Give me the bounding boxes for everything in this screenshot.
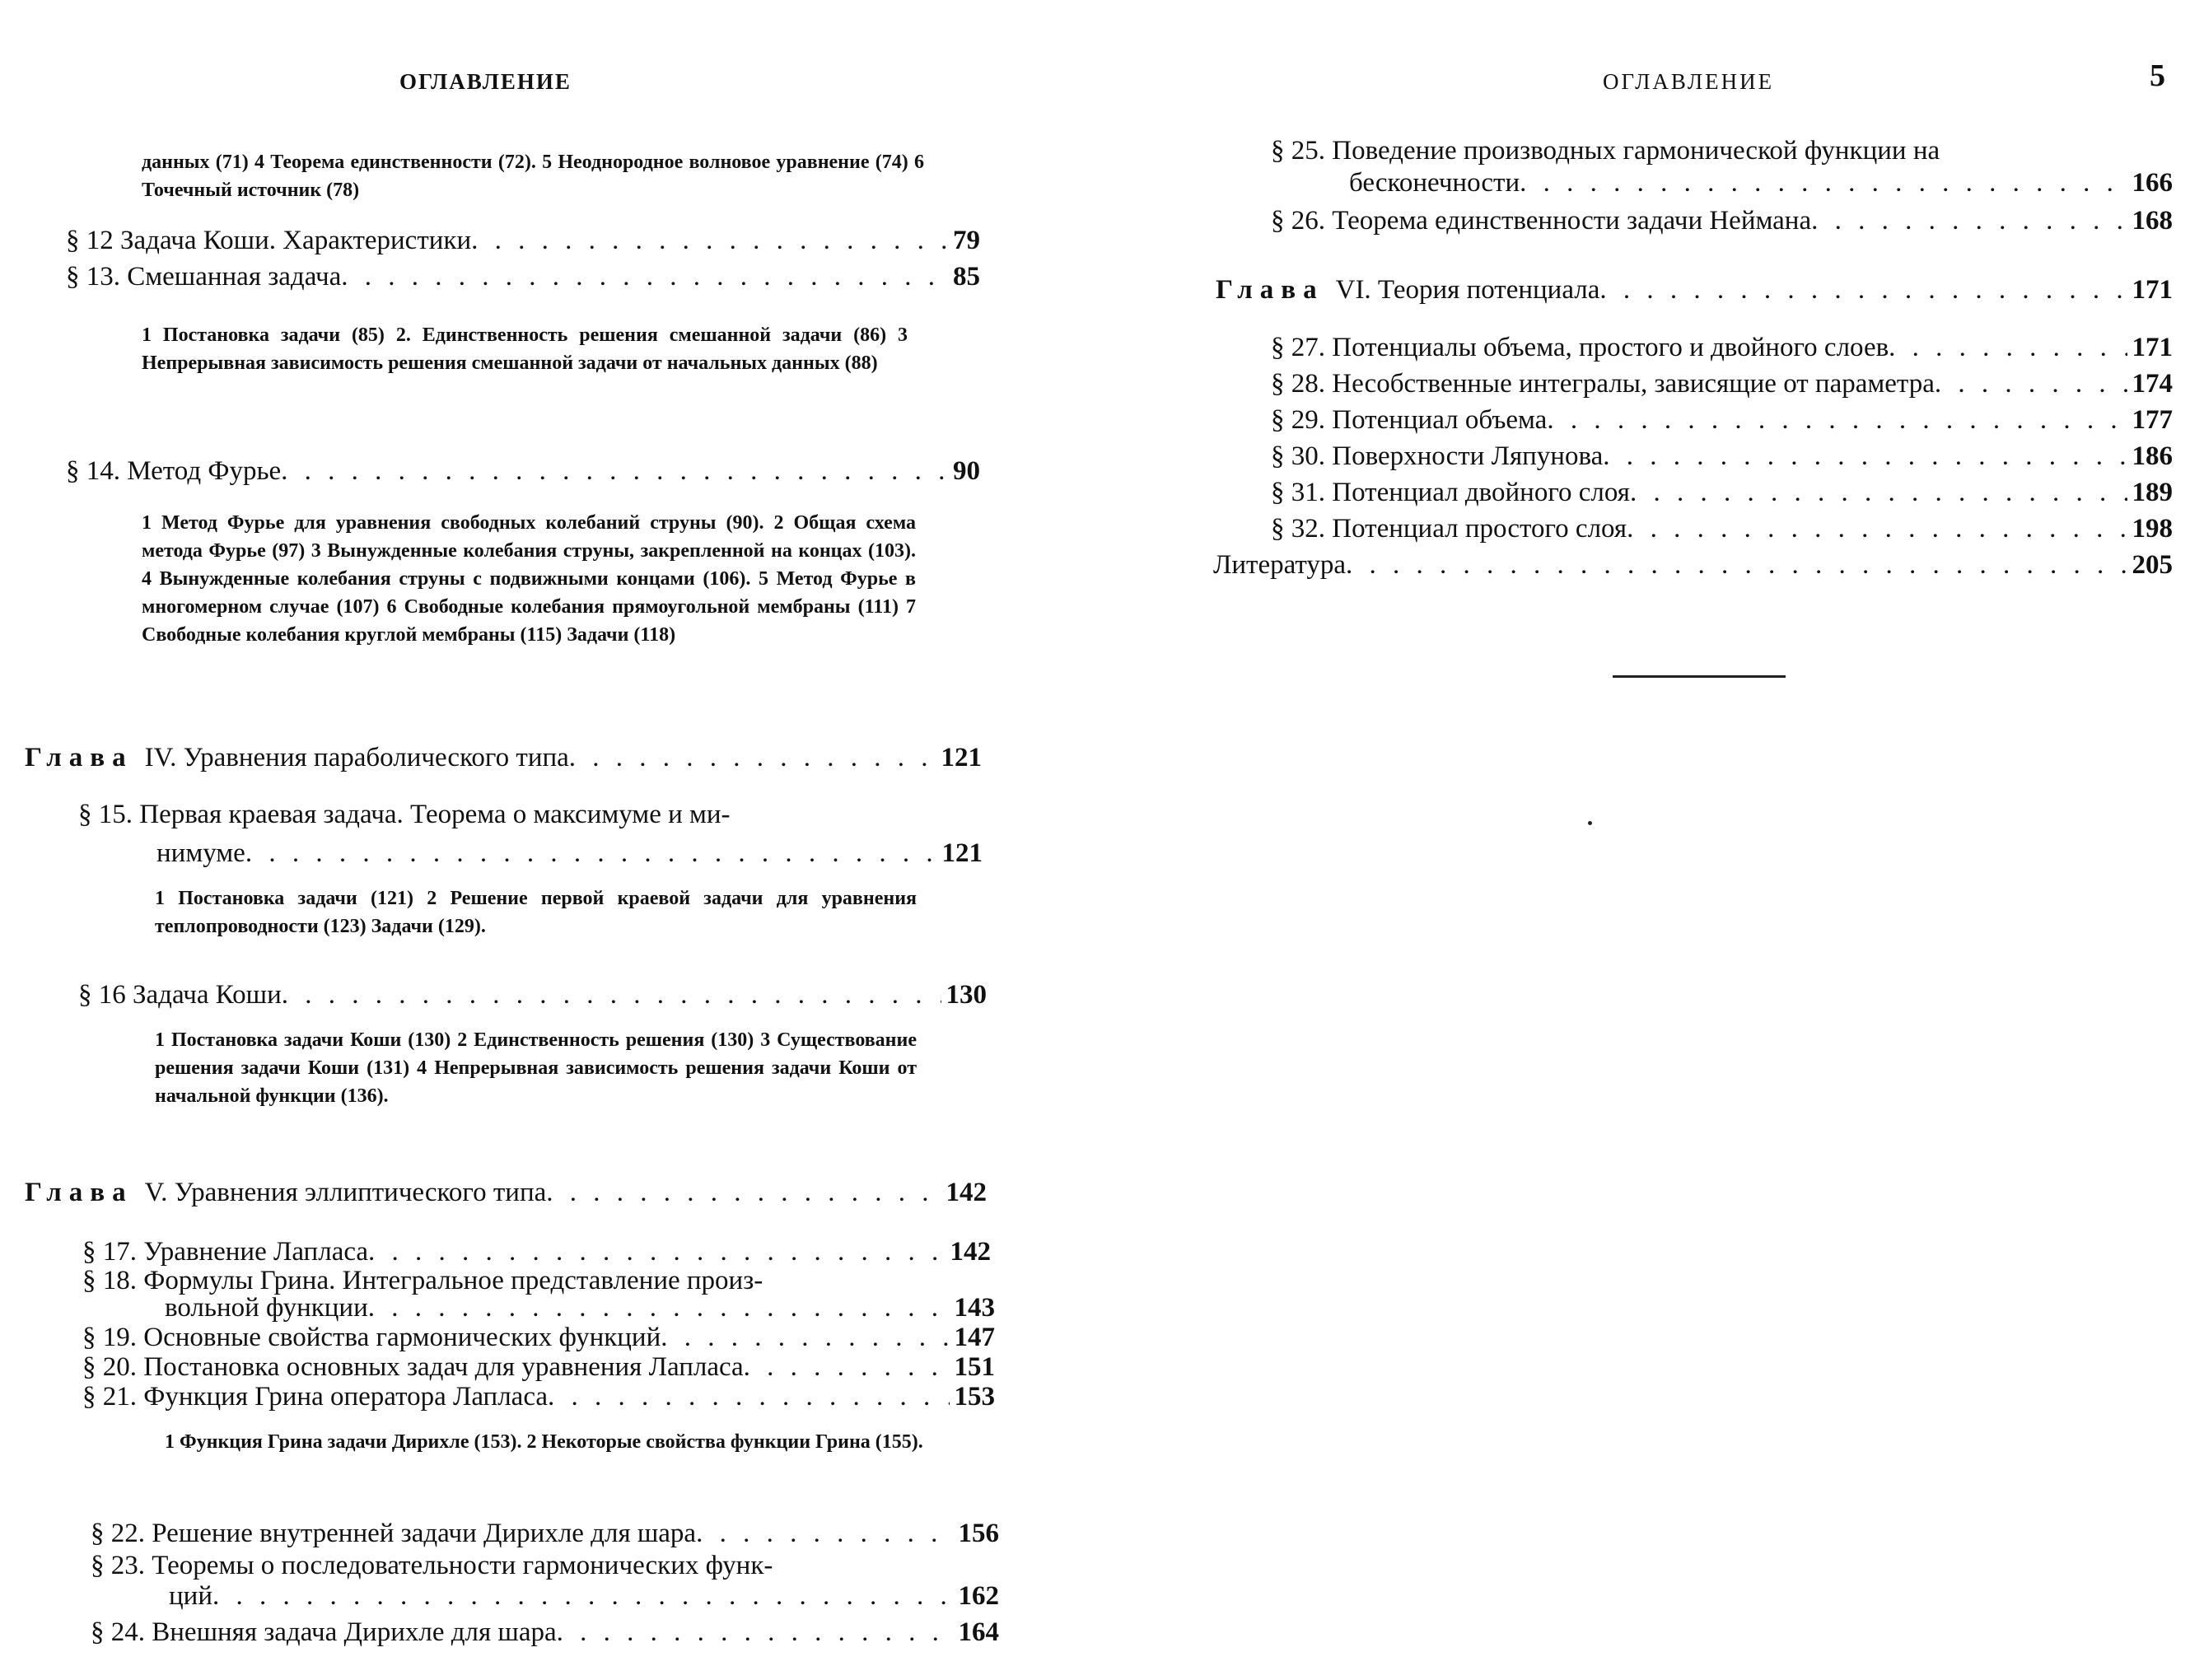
toc-entry-s24[interactable]: [91, 1614, 999, 1650]
page-number: 79: [953, 226, 980, 255]
chapter-prefix: Глава: [1216, 275, 1324, 305]
dot-leader: [282, 977, 941, 1013]
dot-leader: [1599, 272, 2127, 308]
entry-title: § 24. Внешняя задача Дирихле для шара: [91, 1617, 557, 1647]
page-number: 143: [954, 1293, 995, 1323]
page-number: 153: [954, 1382, 995, 1412]
entry-title: § 27. Потенциалы объема, простого и двойного слоев: [1271, 333, 1889, 362]
page-number: 121: [941, 743, 982, 772]
page-number: 168: [2132, 206, 2173, 236]
entry-title: § 16 Задача Коши: [78, 980, 282, 1010]
entry-title: § 20. Постановка основных задач для уравнения Лапласа: [82, 1352, 744, 1382]
chapter-title: [25, 1174, 546, 1211]
dot-leader: [1627, 511, 2127, 547]
page-number: 156: [958, 1519, 999, 1548]
running-head: ОГЛАВЛЕНИЕ: [1603, 69, 1775, 94]
page-number: 85: [953, 262, 980, 292]
page-number: 90: [953, 456, 980, 486]
dot-leader: [546, 1174, 941, 1211]
subtopics-15: 1 Постановка задачи (121) 2 Решение первой краевой задачи для уравнения теплопроводности (123) Задачи (129).: [155, 888, 917, 937]
chapter-title: [1216, 272, 1599, 308]
page-number: 162: [958, 1581, 999, 1611]
page-number: 164: [958, 1617, 999, 1647]
toc-entry-s26[interactable]: [1271, 203, 2173, 239]
toc-entry-s23-line1[interactable]: § 23. Теоремы о последовательности гармонических функ-: [91, 1551, 773, 1580]
entry-title: нимуме: [156, 838, 245, 868]
dot-leader: [212, 1578, 954, 1614]
toc-chapter-4[interactable]: [25, 740, 982, 776]
chapter-name: IV. Уравнения параболического типа: [144, 743, 569, 772]
entry-title: вольной функции: [165, 1293, 368, 1323]
entry-title: бесконечности: [1349, 168, 1520, 198]
toc-entry-s15-line1[interactable]: § 15. Первая краевая задача. Теорема о максимуме и ми-: [78, 800, 731, 829]
page-number: 171: [2132, 275, 2173, 305]
toc-entry-s25-line1[interactable]: § 25. Поведение производных гармонической функции на: [1271, 136, 1940, 166]
subtopics-16: 1 Постановка задачи Коши (130) 2 Единственность решения (130) 3 Существование решения задачи Коши (131) 4 Непрерывная зависимость решения задачи Коши от начальной функции (136).: [155, 1029, 917, 1107]
dot-leader: [471, 222, 948, 259]
entry-title: ций: [169, 1581, 212, 1611]
entry-title: Литература: [1213, 550, 1347, 580]
dot-leader: [281, 453, 948, 489]
toc-entry-s28[interactable]: [1271, 366, 2173, 402]
entry-title: § 32. Потенциал простого слоя: [1271, 514, 1627, 544]
toc-entry-s12[interactable]: [66, 222, 980, 259]
entry-title: § 30. Поверхности Ляпунова: [1271, 441, 1604, 471]
entry-title: § 19. Основные свойства гармонических функций: [82, 1323, 661, 1352]
toc-entry-literature[interactable]: [1213, 547, 2173, 583]
folio-page-number: 5: [2150, 58, 2165, 93]
toc-entry-s31[interactable]: [1271, 474, 2173, 511]
entry-title: § 12 Задача Коши. Характеристики: [66, 226, 472, 255]
page-number: 177: [2132, 405, 2173, 435]
page-number: 166: [2132, 168, 2173, 198]
toc-chapter-6[interactable]: [1216, 272, 2173, 308]
toc-entry-s29[interactable]: [1271, 402, 2173, 438]
toc-entry-s25[interactable]: [1349, 165, 2173, 201]
dot-leader: [569, 740, 936, 776]
entry-title: § 31. Потенциал двойного слоя: [1271, 478, 1630, 507]
dot-leader: [245, 835, 937, 871]
toc-entry-s22[interactable]: [91, 1515, 999, 1552]
toc-entry-s16[interactable]: [78, 977, 987, 1013]
end-rule: [1613, 675, 1786, 678]
page-number: 142: [950, 1237, 991, 1267]
dot-leader: [1346, 547, 2127, 583]
dot-leader: [1889, 329, 2127, 366]
subtopics-13: 1 Постановка задачи (85) 2. Единственность решения смешанной задачи (86) 3 Непрерывная зависимость решения смешанной задачи от начальных данных (88): [142, 324, 908, 374]
dot-leader: [1520, 165, 2127, 201]
toc-entry-s15[interactable]: [156, 835, 983, 871]
page-number: 205: [2132, 550, 2173, 580]
entry-title: § 29. Потенциал объема: [1271, 405, 1548, 435]
page-number: 186: [2132, 441, 2173, 471]
toc-entry-s23[interactable]: [169, 1578, 999, 1614]
page-number: 121: [941, 838, 983, 868]
entry-title: § 22. Решение внутренней задачи Дирихле для шара: [91, 1519, 697, 1548]
chapter-prefix: Глава: [25, 1178, 133, 1207]
toc-entry-s21[interactable]: [82, 1379, 995, 1415]
entry-title: § 17. Уравнение Лапласа: [82, 1237, 369, 1267]
right-page: [1102, 0, 2204, 1680]
page-number: 147: [954, 1323, 995, 1352]
dot-leader: [1630, 474, 2127, 511]
subtopics-14: 1 Метод Фурье для уравнения свободных колебаний струны (90). 2 Общая схема метода Фурье (97) 3 Вынужденные колебания струны, закрепленной на концах (103). 4 Вынужденные колебания струны с подвижными концами (106). 5 Метод Фурье в многомерном случае (107) 6 Свободные колебания прямоугольной мембраны (111) 7 Свободные колебания круглой мембраны (115) Задачи (118): [142, 512, 916, 646]
toc-entry-s14[interactable]: [66, 453, 980, 489]
dot-leader: [696, 1515, 953, 1552]
dot-leader: [548, 1379, 949, 1415]
chapter-prefix: Глава: [25, 743, 133, 772]
dot-leader: [341, 259, 948, 295]
dot-leader: [557, 1614, 954, 1650]
toc-chapter-5[interactable]: [25, 1174, 987, 1211]
chapter-name: VI. Теория потенциала: [1335, 275, 1600, 305]
toc-entry-s13[interactable]: [66, 259, 980, 295]
page-number: 142: [946, 1178, 987, 1207]
dot-leader: [1811, 203, 2127, 239]
page-number: 130: [946, 980, 987, 1010]
page-number: 189: [2132, 478, 2173, 507]
subtopics-11: данных (71) 4 Теорема единственности (72). 5 Неоднородное волновое уравнение (74) 6 Точечный источник (78): [142, 152, 924, 201]
page-number: 151: [954, 1352, 995, 1382]
toc-entry-s32[interactable]: [1271, 511, 2173, 547]
chapter-name: V. Уравнения эллиптического типа: [144, 1178, 547, 1207]
print-speck: [1588, 821, 1592, 825]
dot-leader: [1603, 438, 2127, 474]
page-number: 171: [2132, 333, 2173, 362]
running-head: ОГЛАВЛЕНИЕ: [399, 69, 572, 94]
dot-leader: [1547, 402, 2127, 438]
chapter-title: [25, 740, 569, 776]
subtopics-21: 1 Функция Грина задачи Дирихле (153). 2 Некоторые свойства функции Грина (155).: [165, 1431, 923, 1453]
page-number: 174: [2132, 369, 2173, 399]
entry-title: § 26. Теорема единственности задачи Неймана: [1271, 206, 1812, 236]
entry-title: § 14. Метод Фурье: [66, 456, 282, 486]
entry-title: § 13. Смешанная задача: [66, 262, 342, 292]
toc-entry-s30[interactable]: [1271, 438, 2173, 474]
toc-entry-s18-line1[interactable]: § 18. Формулы Грина. Интегральное представление произ-: [82, 1266, 763, 1295]
entry-title: § 21. Функция Грина оператора Лапласа: [82, 1382, 549, 1412]
toc-entry-s27[interactable]: [1271, 329, 2173, 366]
entry-title: § 28. Несобственные интегралы, зависящие от параметра: [1271, 369, 1935, 399]
dot-leader: [1935, 366, 2127, 402]
page-number: 198: [2132, 514, 2173, 544]
